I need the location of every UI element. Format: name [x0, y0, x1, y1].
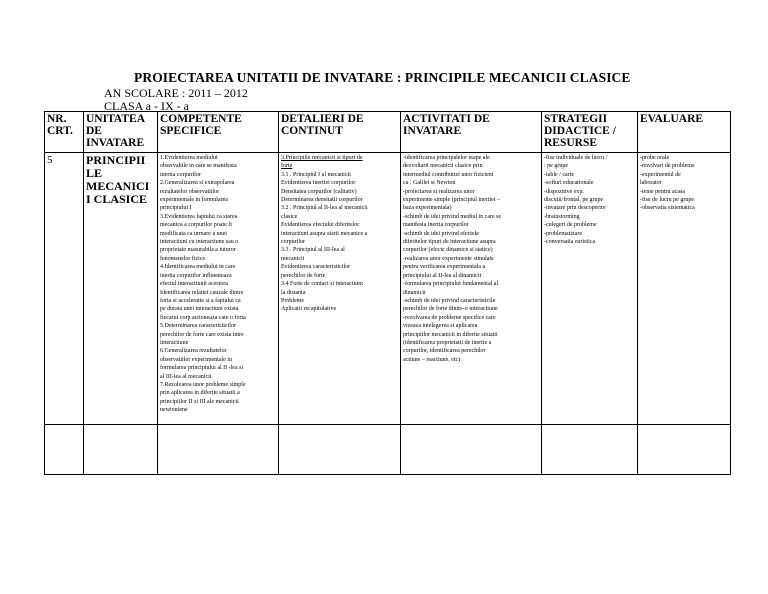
activitate-line: vizeaza intelegerea si aplicarea: [403, 323, 478, 330]
competenta-line: interactiuni cu interactiune sau o: [160, 239, 239, 246]
header-unitatea: [84, 112, 158, 153]
cell-empty: [84, 425, 158, 475]
detaliu-line: clasice: [281, 213, 298, 220]
competenta-line: inertia corpurilor: [160, 171, 201, 178]
activitate-line: -schimb de idei privind caracteristicile: [403, 297, 496, 304]
competenta-line: 3.Evidentierea faptului ca starea: [160, 213, 238, 220]
detaliu-line: Determinarea densitatii corpurilor: [281, 197, 363, 204]
unit-name-line: I CLASICE: [86, 192, 148, 206]
activitate-line: -proiectarea si realizarea unor: [403, 188, 475, 195]
detaliu-line: 3.1 . Principiul I al mecanicii: [281, 171, 351, 178]
activitate-line: corpurilor, identificarea perechilor: [403, 348, 486, 355]
activitate-line: corpurilor (efecte dinamice si statice): [403, 247, 493, 254]
header-line: CONTINUT: [281, 125, 343, 137]
header-line: RESURSE: [544, 137, 598, 149]
detaliu-line: Aplicatii recapitulative: [281, 306, 337, 313]
competenta-line: observatiilor experimentale in: [160, 356, 232, 363]
competenta-line: formularea principiului al II -lea si: [160, 365, 244, 372]
page-title: PROIECTAREA UNITATII DE INVATARE : PRINCIPILE MECANICII CLASICE: [134, 70, 631, 85]
planning-table: [44, 111, 731, 475]
evaluare-line: -experimentul de: [640, 171, 681, 178]
competenta-line: newtoniene: [160, 407, 188, 414]
header-evaluare: [638, 112, 731, 153]
activitate-line: pentru verificarea experimentala a: [403, 264, 486, 271]
competenta-line: proprietate masurabila a tuturor: [160, 247, 236, 254]
activitate-line: (identificarea proprietatii de inertie a: [403, 339, 492, 346]
detaliu-line: la distanta: [281, 289, 306, 296]
competenta-line: prin aplicarea in diferite situatii a: [160, 390, 240, 397]
activitate-line: -rezolvarea de probleme specifice care: [403, 314, 496, 321]
competenta-line: 4.Identificarea mediului in care: [160, 264, 236, 271]
activitate-line: -schimb de idei privind mediul in care se: [403, 213, 502, 220]
unit-name-line: PRINCIPII: [86, 153, 146, 167]
activitate-line: manifesta inertia corpurilor: [403, 222, 469, 229]
competenta-line: principiilor II si III ale mecanicii: [160, 398, 239, 405]
class-level: CLASA a - IX - a: [104, 99, 189, 113]
activitate-line: intermediul contributiei unor fizicieni: [403, 171, 494, 178]
cell-empty: [45, 425, 84, 475]
competenta-line: modificata ca urmare a unei: [160, 230, 227, 237]
competenta-line: rezultatelor observatiilor: [160, 188, 220, 195]
activitate-line: -realizarea unor experimente simulate: [403, 255, 494, 262]
cell-competente: [158, 153, 279, 425]
cell-detalieri: [279, 153, 401, 425]
activitate-line: principiului al II-lea al dinamicii: [403, 272, 482, 279]
school-year: AN SCOLARE : 2011 – 2012: [104, 86, 248, 100]
competenta-line: pe durata unei interactiuni exista: [160, 306, 239, 313]
header-line: DETALIERI DE: [281, 113, 364, 125]
activitate-line: experimente simple (principiul inertiei –: [403, 197, 500, 204]
unit-name-line: MECANICI: [86, 179, 150, 193]
evaluare-line: -observatia sistematica: [640, 205, 695, 212]
strategie-line: -invatare prin descoperire: [544, 205, 606, 212]
header-line: STRATEGII: [544, 113, 608, 125]
detaliu-line: Evidentierea efectului diferitelor: [281, 222, 360, 229]
strategie-line: discutii/frontal, pe grupe: [544, 197, 604, 204]
table-row-empty: [45, 425, 731, 475]
header-activitati: [401, 112, 542, 153]
header-line: INVATARE: [403, 125, 462, 137]
cell-empty: [542, 425, 638, 475]
detaliu-line: 3.2 . Principiul al II-lea al mecanicii: [281, 205, 368, 212]
header-nr-crt: [45, 112, 84, 153]
header-competente: [158, 112, 279, 153]
activitate-line: perechilor de forte dintre-o interactiune: [403, 306, 498, 313]
evaluare-line: -rezolvari de probleme: [640, 163, 695, 170]
detaliu-line: Evidentierea inertiei corpurilor: [281, 180, 356, 187]
detaliu-line: Densitatea corpurilor (calitativ): [281, 188, 357, 195]
activitate-line: -schimb de idei privind efectele: [403, 230, 479, 237]
competenta-line: Identificarea relatiei cauzale dintre: [160, 289, 244, 296]
strategie-line: : pe grupe: [544, 163, 568, 170]
activitate-line: ca : Galilei si Newton: [403, 180, 456, 187]
competenta-line: fiecarui corp actioneaza cate o forta: [160, 314, 246, 321]
activitate-line: principiilor mecanicii in diferite situatii: [403, 331, 498, 338]
detaliu-line: 3.Principiile mecanicii si tipuri de: [281, 155, 363, 161]
unit-name: [86, 154, 155, 206]
competenta-line: observabile in care se manifesta: [160, 163, 237, 170]
header-strategii: [542, 112, 638, 153]
competenta-line: 6.Generalizarea rezultatelor: [160, 348, 227, 355]
cell-nr: 5: [45, 153, 84, 425]
detaliu-line: forte: [281, 163, 293, 170]
strategie-line: -fise individuale de lucru /: [544, 155, 608, 161]
competenta-line: interactiune: [160, 339, 189, 346]
cell-empty: [158, 425, 279, 475]
cell-empty: [279, 425, 401, 475]
detaliu-line: 3.3 . Principiul al III-lea al: [281, 247, 345, 254]
evaluare-line: -probe orale: [640, 155, 670, 161]
activitate-line: actiune – reactiune, etc): [403, 356, 461, 363]
detaliu-line: mecanicii: [281, 255, 305, 262]
detaliu-line: 3.4 Forte de contact si interactiuni: [281, 281, 363, 288]
evaluare-line: laborator: [640, 180, 662, 187]
header-line: UNITATEA: [86, 113, 145, 125]
detaliu-line: interactiuni asupra starii mecanice a: [281, 230, 368, 237]
header-line: DIDACTICE /: [544, 125, 616, 137]
competenta-line: 2.Generalizarea si extrapolarea: [160, 180, 235, 187]
competenta-line: al III-lea al mecanicii: [160, 373, 212, 380]
detaliu-line: perechilor de forte: [281, 272, 326, 279]
detaliu-line: corpurilor: [281, 239, 305, 246]
table-header-row: [45, 112, 731, 153]
cell-strategii: [542, 153, 638, 425]
strategie-line: -problematizare: [544, 230, 582, 237]
unit-name-line: LE: [86, 166, 103, 180]
cell-empty: [638, 425, 731, 475]
cell-evaluare: [638, 153, 731, 425]
evaluare-line: -fise de lucru pe grupe: [640, 197, 694, 204]
evaluare-line: -teme pentru acasa: [640, 188, 685, 195]
activitate-line: -formularea principiului fundamental al: [403, 281, 499, 288]
detaliu-line: Evidentierea caracteristicilor: [281, 264, 351, 271]
header-line: ACTIVITATI DE: [403, 113, 490, 125]
competenta-line: perechilor de forte care exista intre: [160, 331, 244, 338]
competenta-line: inertia corpurilor influenteaza: [160, 272, 232, 279]
strategie-line: -conversatia euristica: [544, 239, 596, 246]
header-line: SPECIFICE: [160, 125, 222, 137]
header-line: NR.: [47, 113, 67, 125]
competenta-line: efectul interactiunii acestora: [160, 281, 228, 288]
strategie-line: -dispozitive exp.: [544, 188, 584, 195]
competenta-line: 1.Evidentierea mediului: [160, 155, 218, 161]
cell-unit: [84, 153, 158, 425]
activitate-line: diferitelor tipuri de interactiune asupra: [403, 239, 496, 246]
activitate-line: -identificarea principalelor etape ale: [403, 155, 490, 161]
header-line: DE: [86, 125, 102, 137]
header-line: COMPETENTE: [160, 113, 242, 125]
competenta-line: principiului I: [160, 205, 192, 212]
strategie-line: -table / carte: [544, 171, 574, 178]
header-line: EVALUARE: [640, 113, 704, 125]
header-line: CRT.: [47, 125, 73, 137]
activitate-line: dinamicii: [403, 289, 426, 296]
table-row: [45, 153, 731, 425]
competenta-line: forta si acceleratie si a faptului ca: [160, 297, 241, 304]
strategie-line: -culegeri de probleme: [544, 222, 597, 229]
competenta-line: 7.Rezolvarea unor probleme simple: [160, 381, 246, 388]
competenta-line: experimentale in formularea: [160, 197, 228, 204]
competenta-line: fenomenelor fizice: [160, 255, 206, 262]
cell-activitati: [401, 153, 542, 425]
competenta-line: 5.Determinarea caracteristicilor: [160, 323, 236, 330]
cell-empty: [401, 425, 542, 475]
header-line: INVATARE: [86, 137, 145, 149]
activitate-line: dezvoltarii mecanicii clasice prin: [403, 163, 483, 170]
activitate-line: baza experimentala): [403, 205, 452, 212]
strategie-line: -softuri educationale: [544, 180, 594, 187]
detaliu-line: Probleme: [281, 297, 304, 304]
competenta-line: mecanica a corpurilor poate fi: [160, 222, 232, 229]
header-detalieri: [279, 112, 401, 153]
strategie-line: -brainstorming: [544, 213, 580, 220]
